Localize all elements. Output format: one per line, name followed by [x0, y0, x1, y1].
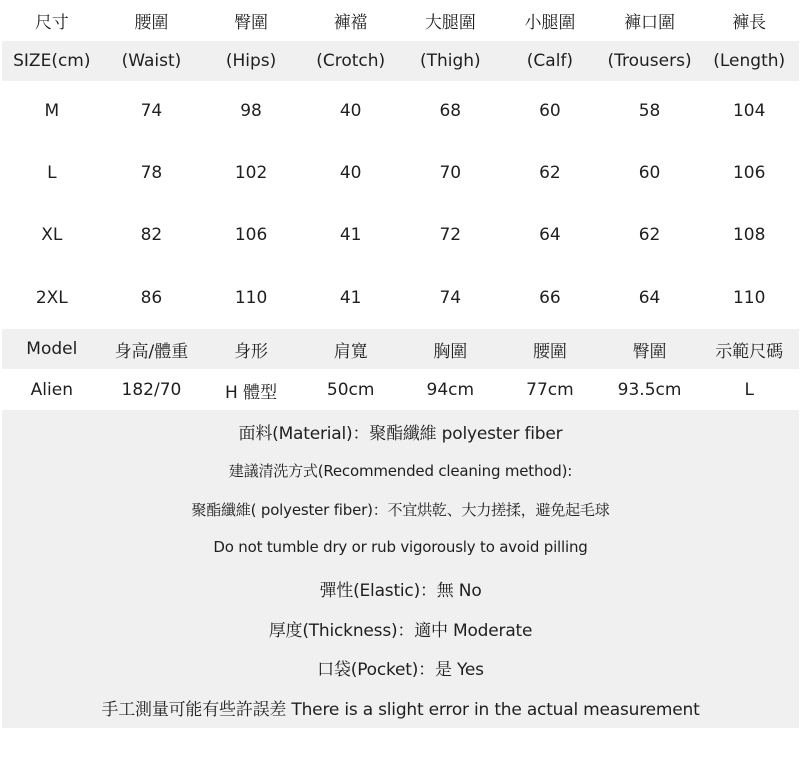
model-body-type: H 體型 [224, 382, 278, 403]
header-zh-waist: 腰圍 [134, 12, 169, 33]
table-cell: 104 [732, 101, 766, 121]
table-cell: 2XL [35, 288, 68, 308]
header-zh-calf: 小腿圍 [524, 12, 576, 33]
header-en-size: SIZE(cm) [13, 51, 91, 71]
model-header-chest: 胸圍 [433, 341, 468, 362]
model-height-weight: 182/70 [121, 380, 182, 400]
model-header-hips: 臀圍 [632, 341, 667, 362]
cleaning-title: 建議清洗方式(Recommended cleaning method): [228, 462, 573, 480]
table-cell: 58 [638, 101, 661, 121]
header-en-length: (Length) [713, 51, 786, 71]
header-zh-hips: 臀圍 [234, 12, 269, 33]
table-cell: 102 [234, 163, 268, 183]
table-cell: 62 [539, 163, 561, 183]
table-cell: XL [41, 225, 63, 245]
header-row-en [2, 41, 799, 81]
table-cell: 78 [140, 163, 163, 183]
thickness-note: 厚度(Thickness)：適中 Moderate [268, 621, 533, 641]
table-cell: 66 [539, 288, 561, 308]
table-cell: 106 [234, 225, 268, 245]
header-en-trousers: (Trousers) [607, 51, 692, 71]
table-cell: 74 [439, 288, 462, 308]
table-cell: M [44, 101, 60, 121]
material-note: 面料(Material)：聚酯纖維 polyester fiber [238, 424, 563, 444]
table-cell: L [47, 163, 57, 183]
size-row-m [2, 91, 799, 131]
model-header-waist: 腰圍 [532, 341, 567, 362]
table-cell: 98 [240, 101, 262, 121]
table-cell: 110 [234, 288, 268, 308]
model-hips: 93.5cm [617, 380, 682, 400]
product-notes [2, 410, 799, 728]
table-cell: 60 [638, 163, 661, 183]
table-cell: 82 [140, 225, 163, 245]
model-header-body-type: 身形 [234, 341, 269, 362]
table-cell: 64 [539, 225, 561, 245]
table-cell: 106 [732, 163, 766, 183]
model-header-shoulder: 肩寬 [333, 341, 368, 362]
table-cell: 72 [439, 225, 462, 245]
size-row-2xl [2, 278, 799, 318]
measurement-error-note: 手工測量可能有些許誤差 There is a slight error in the actual measurement [101, 700, 700, 720]
header-zh-crotch: 褲襠 [333, 12, 368, 33]
model-header-row [2, 329, 799, 369]
elastic-note: 彈性(Elastic)：無 No [319, 581, 482, 601]
header-en-calf: (Calf) [526, 51, 574, 71]
table-cell: 40 [339, 101, 362, 121]
pocket-note: 口袋(Pocket)：是 Yes [317, 660, 484, 680]
header-en-crotch: (Crotch) [316, 51, 386, 71]
size-row-l [2, 153, 799, 193]
table-cell: 62 [638, 225, 661, 245]
table-cell: 70 [439, 163, 462, 183]
table-cell: 41 [339, 225, 362, 245]
table-cell: 64 [638, 288, 661, 308]
model-size-worn: L [744, 380, 754, 400]
table-cell: 110 [732, 288, 766, 308]
header-zh-thigh: 大腿圍 [424, 12, 476, 33]
model-header-height-weight: 身高/體重 [114, 341, 189, 362]
model-shoulder: 50cm [326, 380, 375, 400]
header-zh-size: 尺寸 [34, 12, 69, 33]
table-cell: 86 [140, 288, 163, 308]
header-zh-trousers: 褲口圍 [624, 12, 676, 33]
table-cell: 60 [539, 101, 561, 121]
model-row [2, 370, 799, 410]
header-zh-length: 褲長 [732, 12, 767, 33]
model-header-model: Model [26, 339, 78, 359]
model-name: Alien [30, 380, 73, 400]
header-en-thigh: (Thigh) [419, 51, 481, 71]
cleaning-en: Do not tumble dry or rub vigorously to avoid pilling [213, 538, 588, 556]
size-row-xl [2, 215, 799, 255]
cleaning-zh: 聚酯纖維( polyester fiber)：不宜烘乾、大力搓揉，避免起毛球 [191, 501, 610, 519]
model-waist: 77cm [526, 380, 574, 400]
model-header-size-worn: 示範尺碼 [715, 341, 784, 362]
table-cell: 68 [439, 101, 462, 121]
table-cell: 74 [140, 101, 163, 121]
table-cell: 108 [732, 225, 766, 245]
table-cell: 41 [339, 288, 362, 308]
model-chest: 94cm [426, 380, 475, 400]
header-row-zh [2, 0, 799, 40]
header-en-waist: (Waist) [121, 51, 182, 71]
table-cell: 40 [339, 163, 362, 183]
header-en-hips: (Hips) [225, 51, 277, 71]
